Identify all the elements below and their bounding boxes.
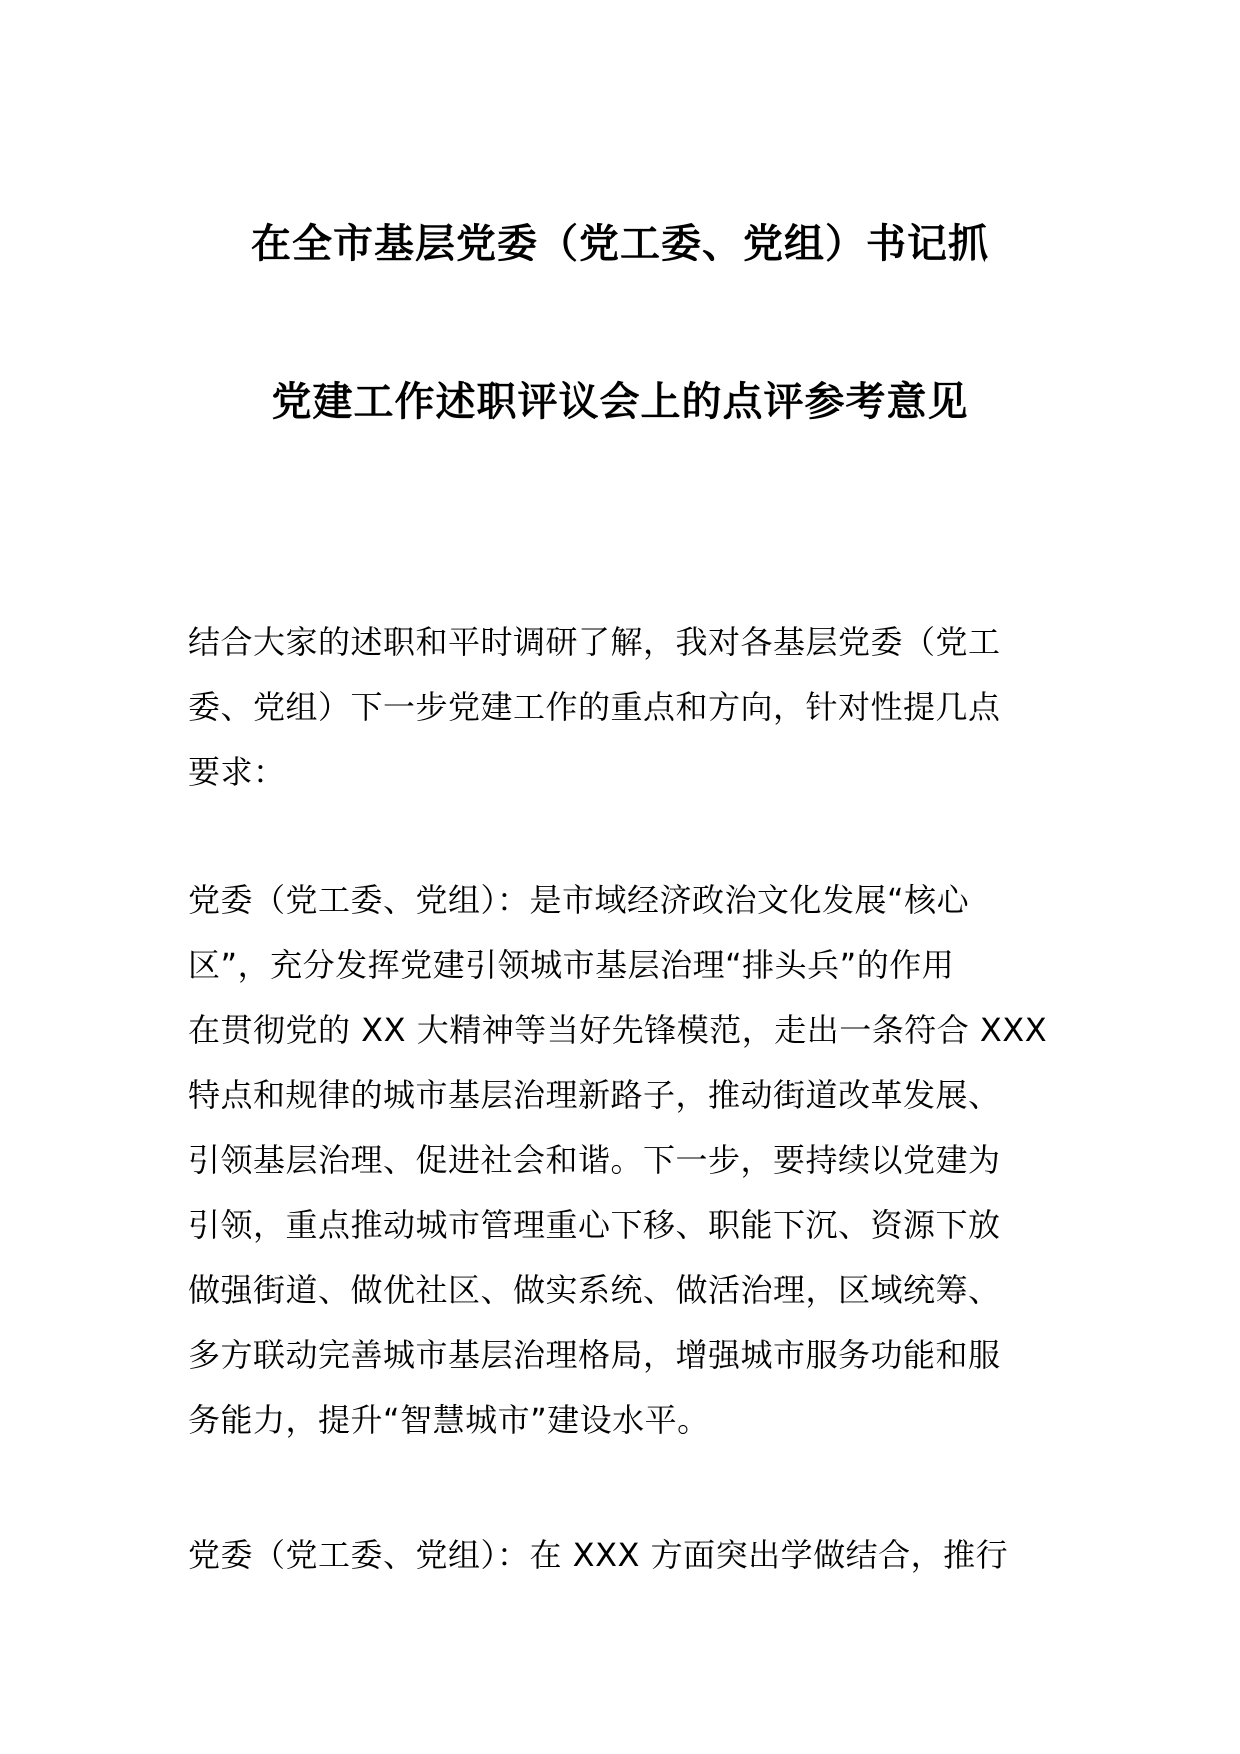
paragraph-line: 党委（党工委、党组）：在 XXX 方面突出学做结合，推行 [188, 1536, 1009, 1574]
paragraph-line: 务能力，提升“智慧城市”建设水平。 [188, 1401, 710, 1439]
paragraph-line: 做强街道、做优社区、做实系统、做活治理，区域统筹、 [188, 1271, 1001, 1309]
paragraph-line: 要求： [188, 753, 286, 791]
paragraph-line: 特点和规律的城市基层治理新路子，推动街道改革发展、 [188, 1076, 1001, 1114]
paragraph-line: 委、党组）下一步党建工作的重点和方向，针对性提几点 [188, 688, 1001, 726]
paragraph-line: 引领基层治理、促进社会和谐。下一步，要持续以党建为 [188, 1141, 1001, 1179]
document-title-line-2: 党建工作述职评议会上的点评参考意见 [271, 379, 969, 425]
paragraph-line: 在贯彻党的 XX 大精神等当好先锋模范，走出一条符合 XXX [188, 1011, 1048, 1049]
paragraph-party-committee-1 [188, 868, 1068, 1453]
paragraph-line: 区”，充分发挥党建引领城市基层治理“排头兵”的作用 [188, 946, 955, 984]
paragraph-line: 党委（党工委、党组）：是市域经济政治文化发展“核心 [188, 881, 970, 919]
paragraph-line: 结合大家的述职和平时调研了解，我对各基层党委（党工 [188, 623, 1001, 661]
paragraph-intro [188, 610, 1068, 805]
document-title-line-1: 在全市基层党委（党工委、党组）书记抓 [251, 221, 989, 267]
paragraph-party-committee-2 [188, 1523, 1068, 1588]
paragraph-line: 引领，重点推动城市管理重心下移、职能下沉、资源下放 [188, 1206, 1001, 1244]
paragraph-line: 多方联动完善城市基层治理格局，增强城市服务功能和服 [188, 1336, 1001, 1374]
